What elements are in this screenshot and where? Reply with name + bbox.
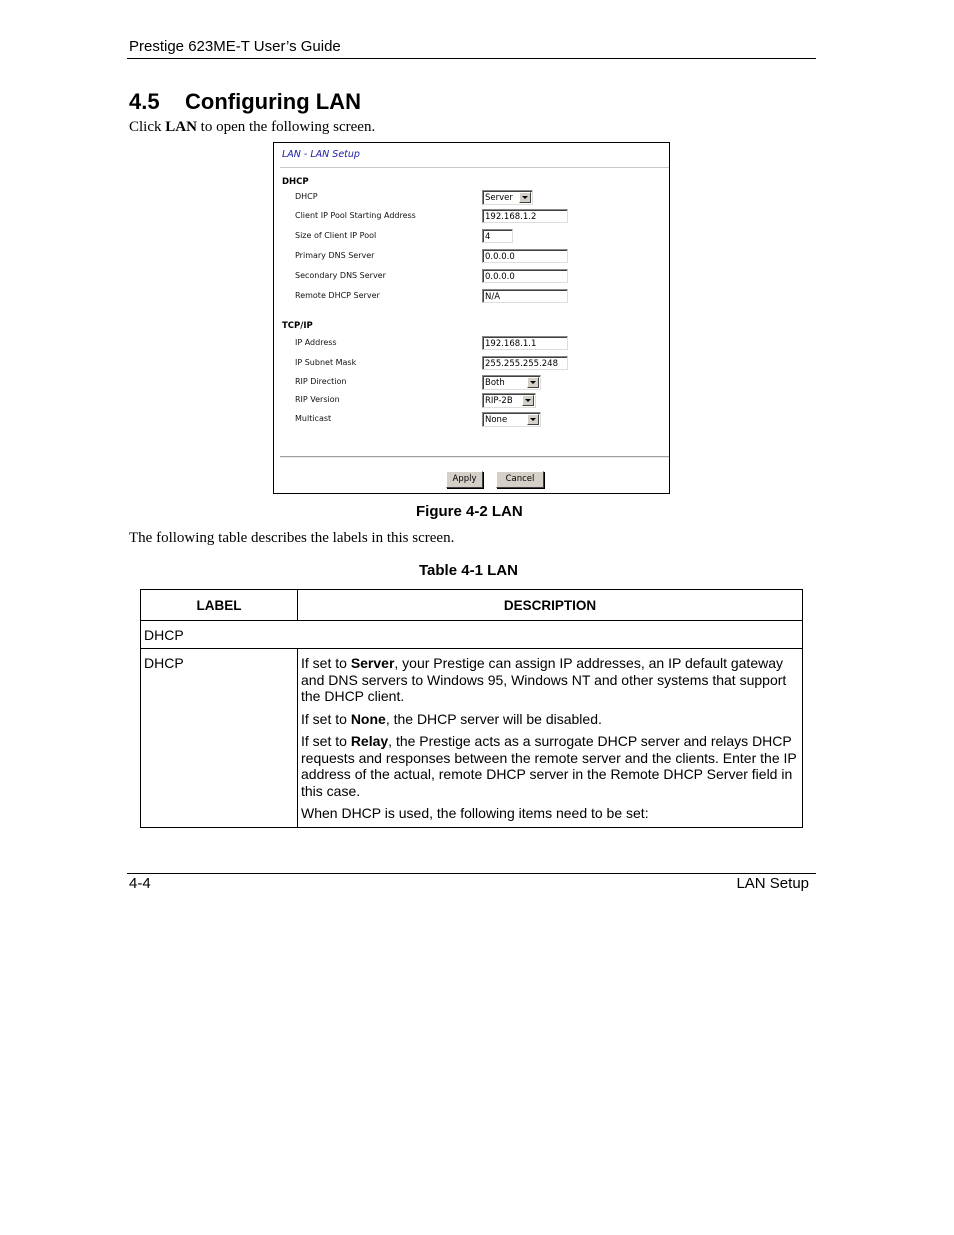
header-rule: [127, 58, 816, 59]
dhcp-select[interactable]: [482, 190, 533, 205]
lan-description-table: [140, 589, 803, 828]
label-column-header: LABEL: [141, 590, 298, 621]
secondary-dns-row: [274, 269, 669, 285]
rip-direction-row: [274, 375, 669, 391]
pool-size-input[interactable]: 4: [482, 229, 513, 243]
subnet-mask-input[interactable]: 255.255.255.248: [482, 356, 568, 370]
table-row: [141, 621, 803, 649]
cancel-button[interactable]: Cancel: [496, 471, 544, 488]
desc-relay: [301, 733, 799, 799]
description-column-header: DESCRIPTION: [298, 590, 803, 621]
table-intro: The following table describes the labels in this screen.: [129, 530, 455, 546]
primary-dns-label: Primary DNS Server: [295, 251, 375, 260]
ip-address-row: [274, 336, 669, 352]
screen-title-divider: [280, 167, 669, 168]
table-header-row: [141, 590, 803, 621]
ip-address-input[interactable]: 192.168.1.1: [482, 336, 568, 350]
dhcp-label-text: DHCP: [144, 655, 184, 671]
intro-suffix: to open the following screen.: [196, 119, 376, 135]
screen-title: LAN - LAN Setup: [282, 149, 360, 160]
rip-direction-select[interactable]: [482, 375, 541, 390]
primary-dns-input[interactable]: 0.0.0.0: [482, 249, 568, 263]
footer-page-number: 4-4: [129, 875, 151, 892]
tcpip-group-label: TCP/IP: [282, 321, 313, 331]
dhcp-section-cell: DHCP: [141, 621, 803, 649]
figure-caption: Figure 4-2 LAN: [416, 503, 523, 520]
screen-bottom-divider: [280, 456, 669, 457]
dhcp-description-cell: [298, 649, 803, 828]
desc-relay-pre: If set to: [301, 733, 351, 749]
pool-start-input[interactable]: 192.168.1.2: [482, 209, 568, 223]
chevron-down-icon: [519, 192, 531, 203]
desc-server-bold: Server: [350, 655, 395, 671]
lan-setup-screen: [273, 142, 670, 494]
pool-start-label: Client IP Pool Starting Address: [295, 211, 416, 220]
pool-size-row: [274, 229, 669, 245]
rip-version-value: RIP-2B: [485, 396, 513, 406]
intro-bold: LAN: [165, 119, 197, 135]
chevron-down-icon: [522, 395, 534, 406]
footer-rule: [127, 873, 816, 874]
rip-version-select[interactable]: [482, 393, 536, 408]
multicast-select[interactable]: [482, 412, 541, 427]
rip-direction-value: Both: [485, 378, 505, 388]
desc-server-pre: If set to: [301, 655, 351, 671]
dhcp-select-value: Server: [485, 193, 513, 203]
intro-text: [129, 119, 375, 136]
dhcp-row: [274, 190, 669, 206]
table-caption: Table 4-1 LAN: [419, 562, 518, 579]
rip-direction-label: RIP Direction: [295, 377, 347, 386]
rip-version-label: RIP Version: [295, 395, 340, 404]
secondary-dns-label: Secondary DNS Server: [295, 271, 386, 280]
dhcp-group-label: DHCP: [282, 177, 309, 187]
section-heading: [129, 89, 361, 115]
remote-dhcp-input[interactable]: N/A: [482, 289, 568, 303]
table-row: [141, 649, 803, 828]
section-number: 4.5: [129, 89, 160, 114]
dhcp-label: DHCP: [295, 192, 318, 201]
pool-size-label: Size of Client IP Pool: [295, 231, 377, 240]
desc-none-pre: If set to: [301, 710, 351, 727]
desc-none-post: , the DHCP server will be disabled.: [385, 710, 602, 727]
multicast-label: Multicast: [295, 414, 332, 423]
multicast-value: None: [485, 415, 508, 425]
pool-start-row: [274, 209, 669, 225]
desc-none: [301, 711, 799, 728]
intro-prefix: Click: [129, 119, 166, 135]
footer-chapter: LAN Setup: [736, 875, 809, 892]
chevron-down-icon: [527, 414, 539, 425]
dhcp-label-cell: [141, 649, 298, 828]
remote-dhcp-row: [274, 289, 669, 305]
desc-server: [301, 655, 799, 705]
apply-button[interactable]: Apply: [446, 471, 483, 488]
chevron-down-icon: [527, 377, 539, 388]
desc-when-used: When DHCP is used, the following items need to be set:: [301, 805, 649, 821]
section-title: Configuring LAN: [185, 89, 361, 114]
multicast-row: [274, 412, 669, 428]
running-header: Prestige 623ME-T User’s Guide: [129, 38, 341, 55]
remote-dhcp-label: Remote DHCP Server: [295, 291, 380, 300]
desc-none-bold: None: [350, 710, 386, 727]
ip-address-label: IP Address: [295, 338, 337, 347]
desc-relay-post: , the Prestige acts as a surrogate DHCP server and relays DHCP requests and responses between the remote server and the clients. Enter the IP address of the actual, remote DHCP server in the Remote DHCP Server field in this case.: [301, 733, 797, 799]
rip-version-row: [274, 393, 669, 409]
secondary-dns-input[interactable]: 0.0.0.0: [482, 269, 568, 283]
primary-dns-row: [274, 249, 669, 265]
desc-relay-bold: Relay: [350, 733, 389, 749]
subnet-mask-row: [274, 356, 669, 372]
subnet-mask-label: IP Subnet Mask: [295, 358, 357, 367]
desc-server-post: , your Prestige can assign IP addresses, an IP default gateway and DNS servers to Windows 95, Windows NT and other systems that support the DHCP client.: [301, 655, 787, 704]
